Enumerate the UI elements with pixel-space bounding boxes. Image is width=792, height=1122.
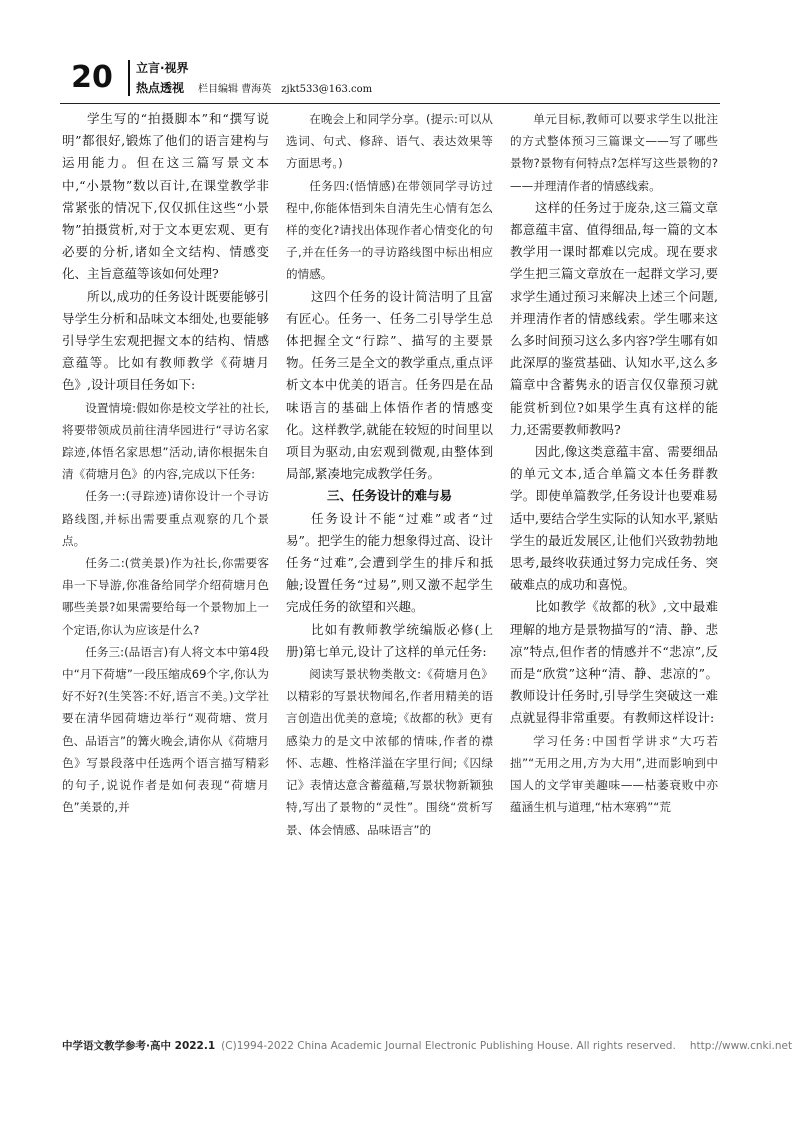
page-footer	[62, 1038, 792, 1053]
section-title: 立言·视界	[136, 61, 189, 75]
header-rule	[60, 103, 720, 104]
body-paragraph: 所以,成功的任务设计既要能够引导学生分析和品味文本细处,也要能够引导学生宏观把握文本的结构、情感意蕴等。比如有教师教学《荷塘月色》,设计项目任务如下:	[62, 288, 269, 393]
journal-name: 中学语文教学参考·高中 2022.1	[62, 1040, 216, 1052]
text-column-3	[510, 108, 718, 1033]
editor-email: zjkt533@163.com	[281, 84, 373, 95]
quoted-task-paragraph: 单元目标,教师可以要求学生以批注的方式整体预习三篇课文——写了哪些景物?景物有何特点?怎样写这些景物的?——并理清作者的情感线索。	[510, 112, 718, 193]
source-url: http://www.cnki.net	[689, 1040, 792, 1052]
quoted-task-paragraph: 任务三:(品语言)有人将文本中第4段中“月下荷塘”一段压缩成69个字,你认为好不好?(生笑答:不好,语言不美。)文学社要在清华园荷塘边举行“观荷塘、赏月色、品语言”的篝火晚会,请你从《荷塘月色》写景段落中任选两个语言描写精彩的句子,说说作者是如何表现“荷塘月色”美景的,并	[62, 644, 269, 815]
column-name: 热点透视	[136, 81, 185, 95]
quoted-task-paragraph: 任务四:(悟情感)在带领同学寻访过程中,你能体悟到朱自清先生心情有怎么样的变化?请找出体现作者心情变化的句子,并在任务一的寻访路线图中标出相应的情感。	[286, 178, 493, 282]
header-divider	[128, 60, 130, 96]
quoted-task-paragraph: 学习任务:中国哲学讲求“大巧若拙”“无用之用,方为大用”,进而影响到中国人的文学审美趣味——枯萎衰败中亦蕴涵生机与道理,“枯木寒鸦”“荒	[510, 733, 718, 815]
body-paragraph: 任务设计不能“过难”或者“过易”。把学生的能力想象得过高、设计任务“过难”,会遭到学生的排斥和抵触;设置任务“过易”,则又激不起学生完成任务的欲望和兴趣。	[286, 510, 493, 615]
copyright-notice: (C)1994-2022 China Academic Journal Electronic Publishing House. All rights reserved.	[221, 1040, 676, 1052]
quoted-task-paragraph: 设置情境:假如你是校文学社的社长,将要带领成员前往清华园进行“寻访名家踪迹,体悟名家思想”活动,请你根据朱自清《荷塘月色》的内容,完成以下任务:	[62, 400, 269, 482]
body-paragraph: 比如有教师教学统编版必修(上册)第七单元,设计了这样的单元任务:	[286, 621, 493, 659]
body-paragraph: 因此,像这类意蕴丰富、需要细品的单元文本,适合单篇文本任务群教学。即使单篇教学,任务设计也要难易适中,要结合学生实际的认知水平,紧贴学生的最近发展区,让他们兴致勃勃地思考,最终收获通过努力完成任务、突破难点的成功和喜悦。	[510, 444, 718, 593]
header-subtitle	[136, 80, 372, 98]
text-column-1	[62, 108, 269, 1033]
body-paragraph: 学生写的“拍摄脚本”和“撰写说明”都很好,锻炼了他们的语言建构与运用能力。但在这三篇写景文本中,“小景物”数以百计,在课堂教学非常紧张的情况下,仅仅抓住这些“小景物”拍摄赏析,对于文本更宏观、更有必要的分析,诸如全文结构、情感变化、主旨意蕴等该如何处理?	[62, 111, 269, 282]
page-number: 20	[71, 60, 113, 95]
text-column-2	[286, 108, 493, 1033]
page-header	[60, 56, 720, 102]
quoted-task-paragraph: 在晚会上和同学分享。(提示:可以从选词、句式、修辞、语气、表达效果等方面思考。)	[286, 112, 493, 171]
quoted-task-paragraph: 任务一:(寻踪迹)请你设计一个寻访路线图,并标出需要重点观察的几个景点。	[62, 489, 269, 548]
body-paragraph: 这样的任务过于庞杂,这三篇文章都意蕴丰富、值得细品,每一篇的文本教学用一课时都难以完成。现在要求学生把三篇文章放在一起群文学习,要求学生通过预习来解决上述三个问题,并理清作者的情感线索。学生哪来这么多时间预习这么多内容?学生哪有如此深厚的鉴赏基础、认知水平,这么多篇章中含蓄隽永的语言仅仅靠预习就能赏析到位?如果学生真有这样的能力,还需要教师教吗?	[510, 199, 718, 437]
body-paragraph: 这四个任务的设计简洁明了且富有匠心。任务一、任务二引导学生总体把握全文“行踪”、描写的主要景物。任务三是全文的教学重点,重点评析文本中优美的语言。任务四是在品味语言的基础上体悟作者的情感变化。这样教学,就能在较短的时间里以项目为驱动,由宏观到微观,由整体到局部,紧凑地完成教学任务。	[286, 288, 493, 482]
section-heading: 三、任务设计的难与易	[326, 488, 452, 504]
quoted-task-paragraph: 阅读写景状物类散文:《荷塘月色》以精彩的写景状物闻名,作者用精美的语言创造出优美的意境;《故都的秋》更有感染力的是文中浓郁的情味,作者的襟怀、志趣、性格洋溢在字里行间;《囚绿记》表情达意含蓄蕴藉,写景状物新颖独特,写出了景物的“灵性”。围绕“赏析写景、体会情感、品味语言”的	[286, 667, 493, 837]
quoted-task-paragraph: 任务二:(赏美景)作为社长,你需要客串一下导游,你准备给同学介绍荷塘月色哪些美景?如果需要给每一个景物加上一个定语,你认为应该是什么?	[62, 556, 269, 637]
body-paragraph: 比如教学《故都的秋》,文中最难理解的地方是景物描写的“清、静、悲凉”特点,但作者的情感并不“悲凉”,反而是“欣赏”这种“清、静、悲凉的”。教师设计任务时,引导学生突破这一难点就显得非常重要。有教师这样设计:	[510, 599, 718, 726]
editor-credit: 栏目编辑 曹海英	[198, 84, 272, 95]
